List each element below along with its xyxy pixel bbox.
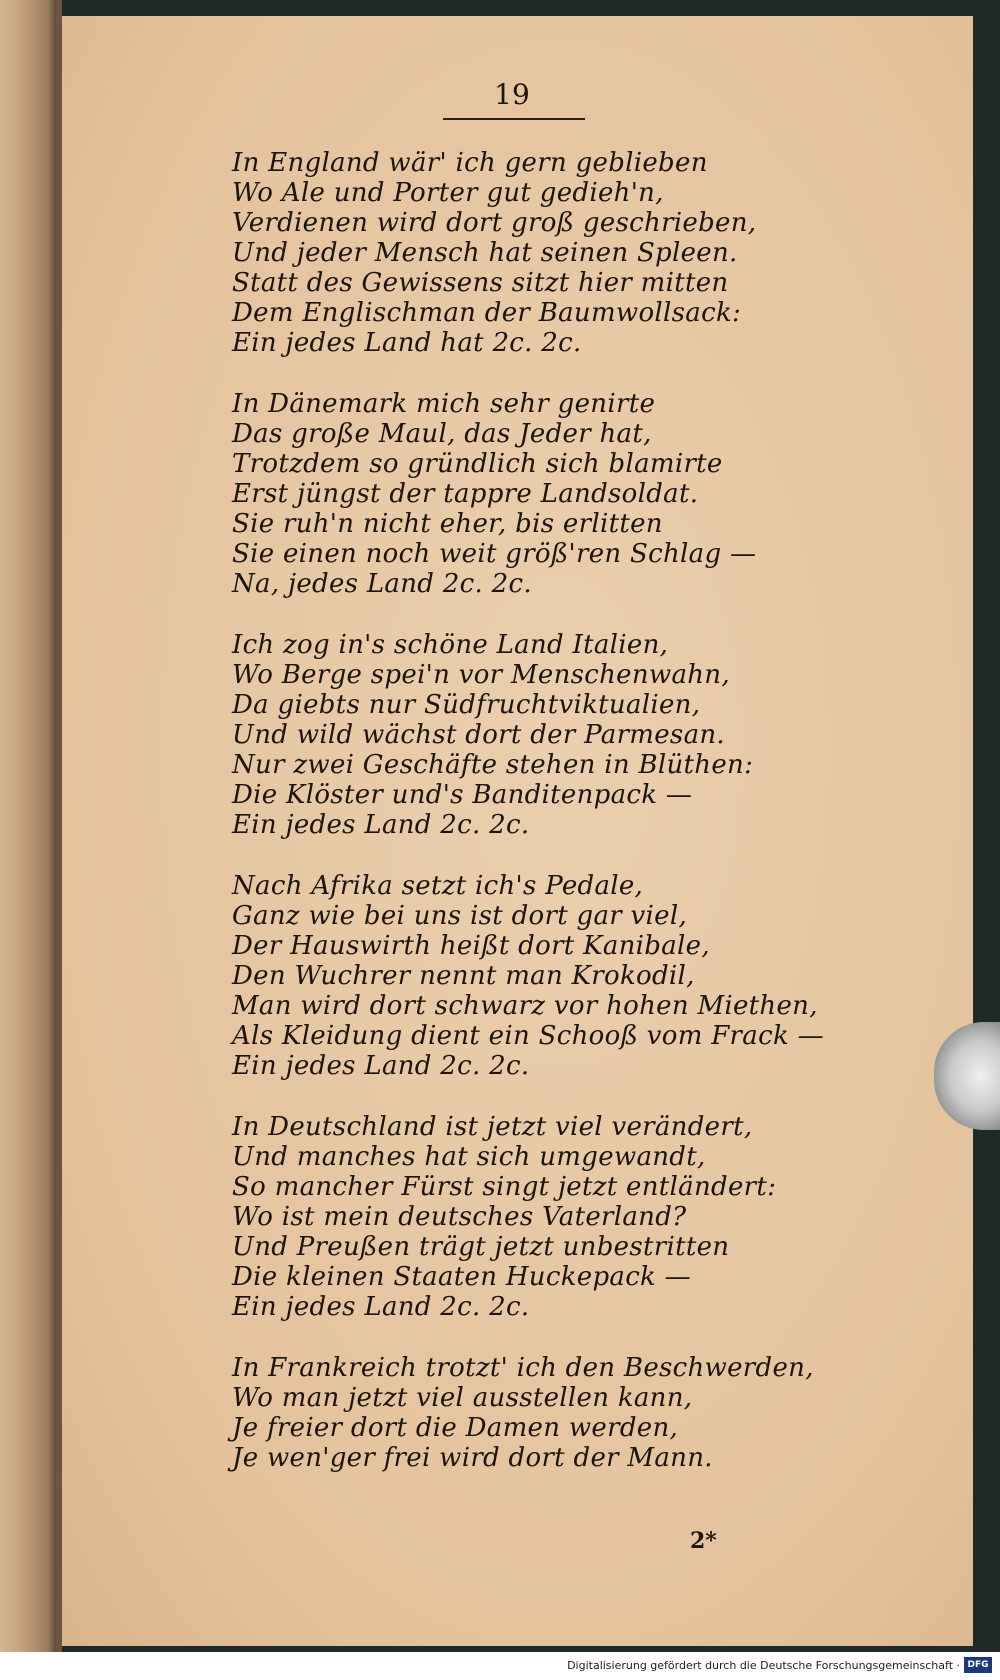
stanza <box>232 1353 822 1473</box>
poem-line: Wo Berge spei'n vor Menschenwahn, <box>232 660 730 690</box>
poem-line: Ich zog in's schöne Land Italien, <box>232 630 669 660</box>
stanza <box>232 1112 822 1322</box>
stanza <box>232 389 822 599</box>
poem-line: Na, jedes Land 2c. 2c. <box>232 569 532 599</box>
poem-line: Ganz wie bei uns ist dort gar viel, <box>232 901 688 931</box>
poem-line: Ein jedes Land 2c. 2c. <box>232 810 530 840</box>
poem-line: Dem Englischman der Baumwollsack: <box>232 298 742 328</box>
dfg-logo: DFG <box>964 1657 992 1673</box>
poem-line: So mancher Fürst singt jetzt entländert: <box>232 1172 777 1202</box>
digitization-credit: Digitalisierung gefördert durch die Deutsche Forschungsgemeinschaft · <box>567 1659 960 1672</box>
poem-line: Und Preußen trägt jetzt unbestritten <box>232 1232 730 1262</box>
poem-line: Die Klöster und's Banditenpack — <box>232 780 693 810</box>
poem-line: Statt des Gewissens sitzt hier mitten <box>232 268 729 298</box>
poem-line: Ein jedes Land 2c. 2c. <box>232 1051 530 1081</box>
poem-line: Man wird dort schwarz vor hohen Miethen, <box>232 991 818 1021</box>
poem-line: Ein jedes Land hat 2c. 2c. <box>232 328 582 358</box>
page-gutter <box>56 0 62 1652</box>
poem-line: Sie ruh'n nicht eher, bis erlitten <box>232 509 663 539</box>
poem-line: Ein jedes Land 2c. 2c. <box>232 1292 530 1322</box>
poem-line: Der Hauswirth heißt dort Kanibale, <box>232 931 710 961</box>
poem-text <box>232 148 822 1504</box>
stanza <box>232 148 822 358</box>
poem-line: Verdienen wird dort groß geschrieben, <box>232 208 757 238</box>
poem-line: Nur zwei Geschäfte stehen in Blüthen: <box>232 750 754 780</box>
poem-line: Das große Maul, das Jeder hat, <box>232 419 652 449</box>
poem-line: Da giebts nur Südfruchtviktualien, <box>232 690 701 720</box>
stanza <box>232 871 822 1081</box>
poem-line: In England wär' ich gern geblieben <box>232 148 708 178</box>
poem-line: Wo ist mein deutsches Vaterland? <box>232 1202 687 1232</box>
poem-line: Sie einen noch weit größ'ren Schlag — <box>232 539 757 569</box>
poem-line: Den Wuchrer nennt man Krokodil, <box>232 961 695 991</box>
poem-line: Und wild wächst dort der Parmesan. <box>232 720 725 750</box>
poem-line: Die kleinen Staaten Huckepack — <box>232 1262 691 1292</box>
poem-line: Und jeder Mensch hat seinen Spleen. <box>232 238 738 268</box>
poem-line: Je freier dort die Damen werden, <box>232 1413 679 1443</box>
poem-line: Erst jüngst der tappre Landsoldat. <box>232 479 699 509</box>
signature-mark: 2* <box>690 1528 717 1554</box>
poem-line: Trotzdem so gründlich sich blamirte <box>232 449 723 479</box>
stanza <box>232 630 822 840</box>
page-number: 19 <box>494 78 530 111</box>
poem-line: In Deutschland ist jetzt viel verändert, <box>232 1112 753 1142</box>
poem-line: Wo man jetzt viel ausstellen kann, <box>232 1383 693 1413</box>
poem-line: In Dänemark mich sehr genirte <box>232 389 656 419</box>
poem-line: Je wen'ger frei wird dort der Mann. <box>232 1443 713 1473</box>
poem-line: Als Kleidung dient ein Schooß vom Frack — <box>232 1021 824 1051</box>
poem-line: In Frankreich trotzt' ich den Beschwerden, <box>232 1353 814 1383</box>
page-number-rule <box>443 118 585 120</box>
facing-page-edge <box>0 0 56 1652</box>
poem-line: Nach Afrika setzt ich's Pedale, <box>232 871 644 901</box>
poem-line: Wo Ale und Porter gut gedieh'n, <box>232 178 664 208</box>
poem-line: Und manches hat sich umgewandt, <box>232 1142 706 1172</box>
